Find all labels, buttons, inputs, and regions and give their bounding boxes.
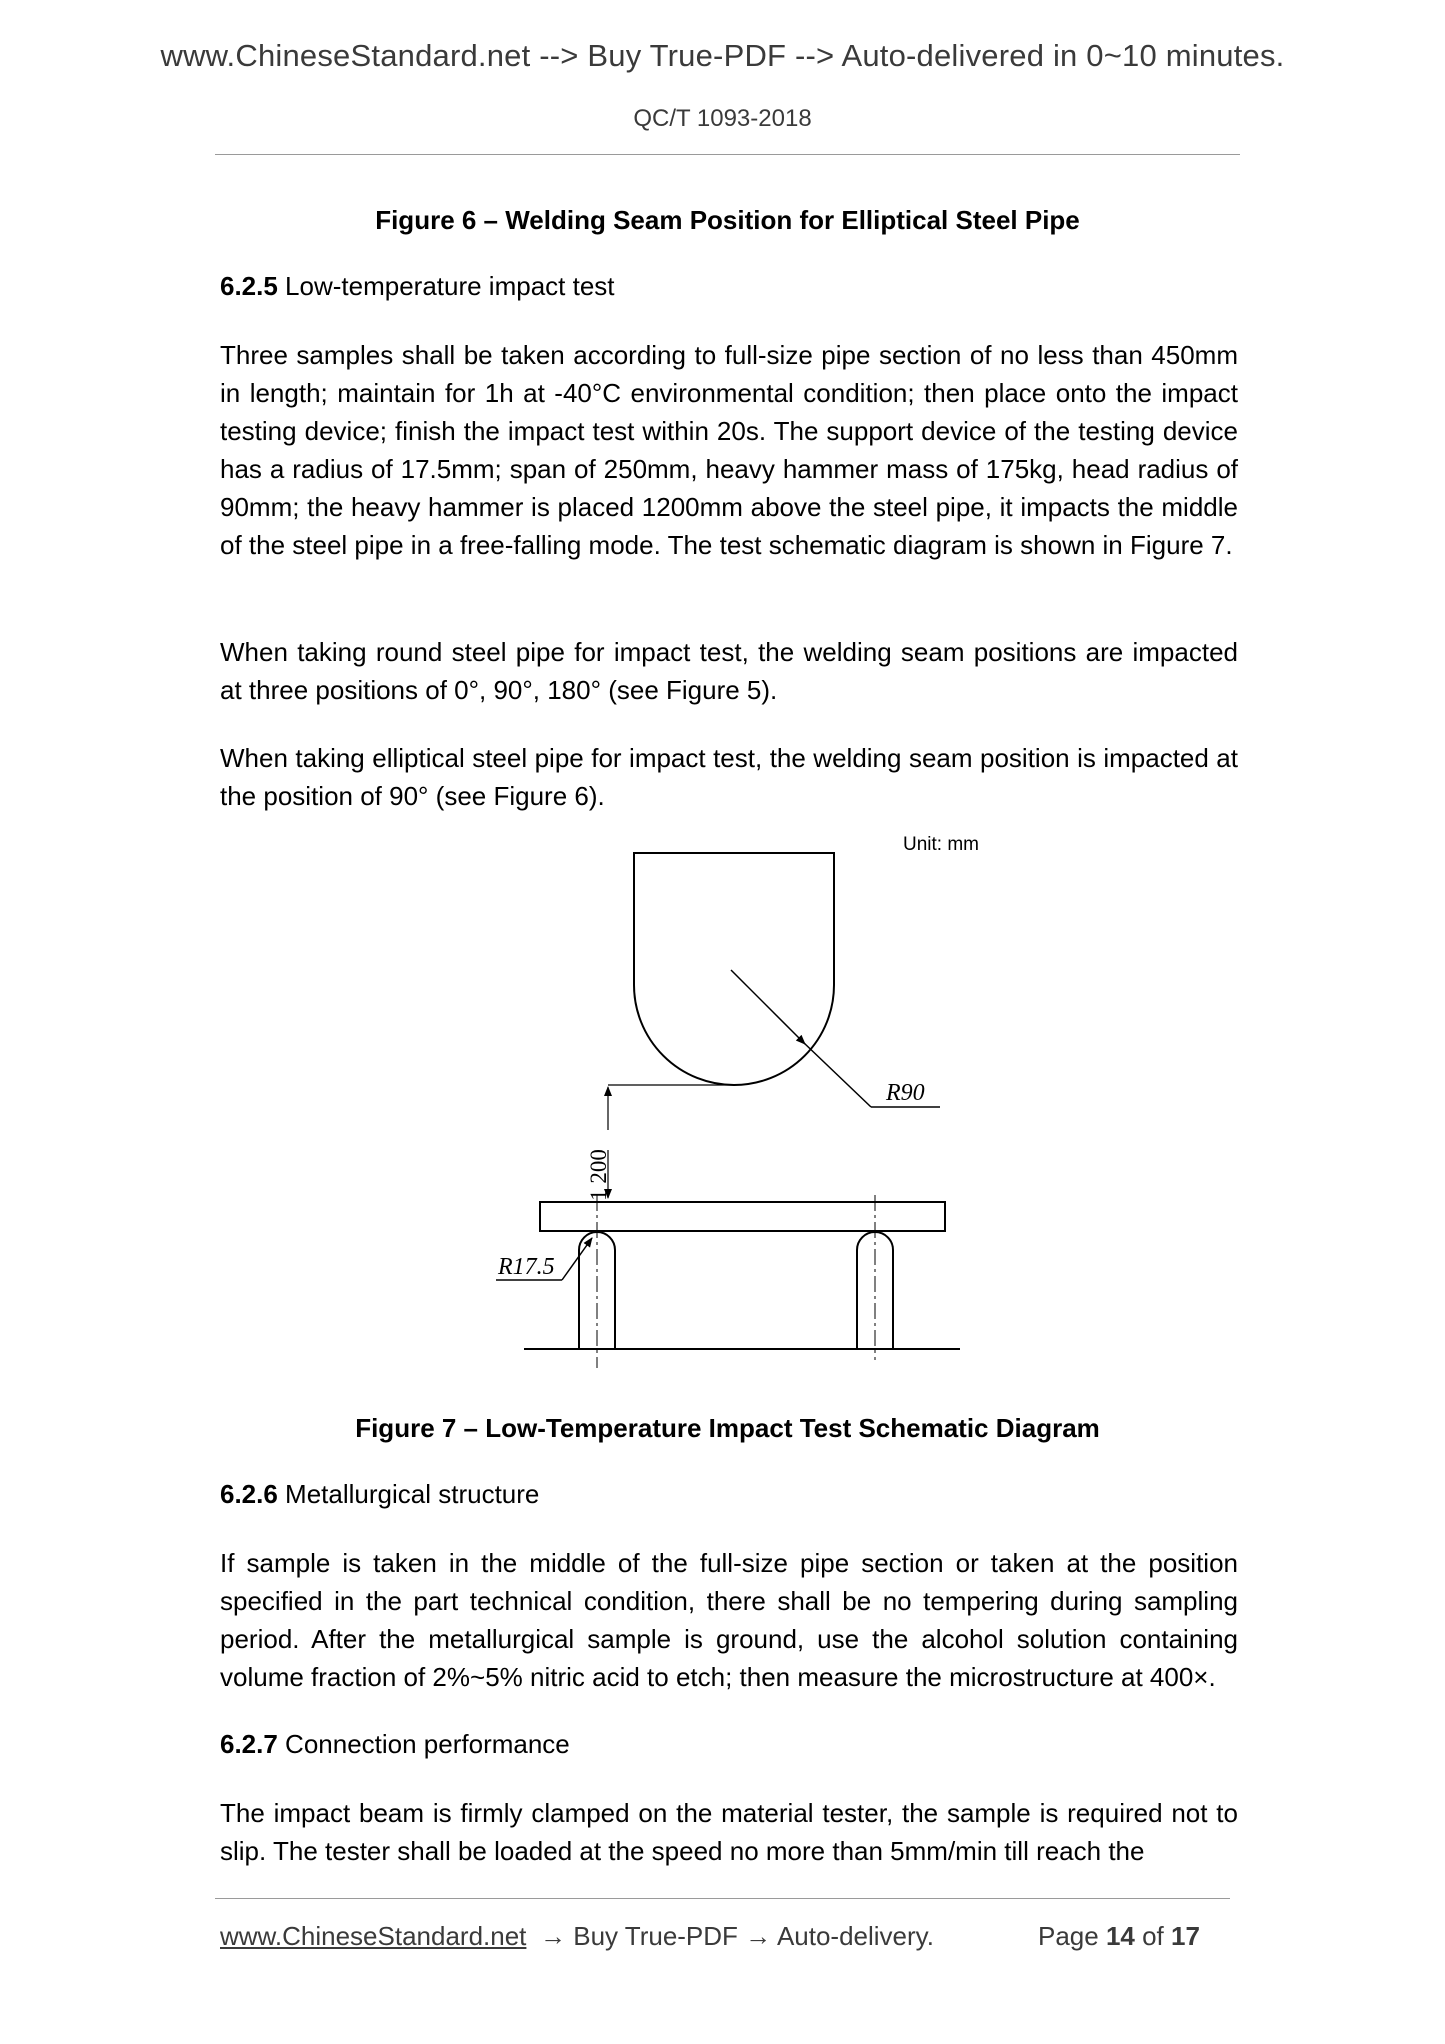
standard-code: QC/T 1093-2018 [633, 105, 812, 132]
hammer-head [634, 853, 834, 1085]
section-number: 6.2.6 [220, 1479, 278, 1509]
section-number: 6.2.5 [220, 271, 278, 301]
footer-link[interactable]: www.ChineseStandard.net [220, 1921, 527, 1951]
top-banner: www.ChineseStandard.net --> Buy True-PDF --> Auto-delivered in 0~10 minutes. [160, 38, 1285, 73]
paragraph-impact-test: Three samples shall be taken according to full-size pipe section of no less than 450mm in length; maintain for 1h at -40°C environmental condition; then place onto the impact testing device; finish the impact test within 20s. The support device of the testing device has a radius of 17.5mm; span of 250mm, heavy hammer mass of 175kg, head radius of 90mm; the heavy hammer is placed 1200mm above the steel pipe, it impacts the middle of the steel pipe in a free-falling mode. The test schematic diagram is shown in Figure 7. [220, 340, 1238, 560]
paragraph-metallurgical: If sample is taken in the middle of the full-size pipe section or taken at the position specified in the part technical condition, there shall be no tempering during sampling period. After the metallurgical sample is ground, use the alcohol solution containing volume fraction of 2%~5% nitric acid to etch; then measure the microstructure at 400×. [220, 1548, 1238, 1692]
figure-6-caption: Figure 6 – Welding Seam Position for Elliptical Steel Pipe [375, 205, 1080, 235]
paragraph-connection: The impact beam is firmly clamped on the material tester, the sample is required not to slip. The tester shall be loaded at the speed no more than 5mm/min till reach the [220, 1798, 1238, 1866]
section-title: Connection performance [277, 1729, 570, 1759]
section-title: Metallurgical structure [277, 1479, 540, 1509]
section-6-2-7-heading [220, 1729, 570, 1760]
section-number: 6.2.7 [220, 1729, 278, 1759]
r17-5-label: R17.5 [498, 1254, 555, 1280]
steel-pipe-sample [540, 1202, 945, 1231]
section-title: Low-temperature impact test [277, 271, 615, 301]
page-number: 14 [1105, 1921, 1135, 1951]
r90-label: R90 [886, 1080, 925, 1106]
page-word: Page [1038, 1921, 1106, 1951]
section-6-2-6-heading [220, 1479, 539, 1510]
total-pages: 17 [1171, 1921, 1200, 1951]
footer-tagline: → Buy True-PDF → Auto-delivery. [540, 1921, 934, 1951]
page-indicator [1038, 1921, 1200, 1952]
r90-leader [731, 970, 805, 1044]
r17-5-leader [562, 1238, 592, 1280]
paragraph-elliptical-pipe: When taking elliptical steel pipe for impact test, the welding seam position is impacted at the position of 90° (see Figure 6). [220, 743, 1238, 811]
unit-label: Unit: mm [903, 834, 979, 855]
r90-leader-tail [803, 1042, 871, 1107]
paragraph-round-pipe: When taking round steel pipe for impact test, the welding seam positions are impacted at three positions of 0°, 90°, 180° (see Figure 5). [220, 637, 1238, 705]
figure-7-caption: Figure 7 – Low-Temperature Impact Test Schematic Diagram [355, 1413, 1100, 1443]
footer-divider [215, 1898, 1230, 1899]
dim-1200-label: 1 200 [586, 1149, 611, 1201]
of-word: of [1134, 1921, 1172, 1951]
